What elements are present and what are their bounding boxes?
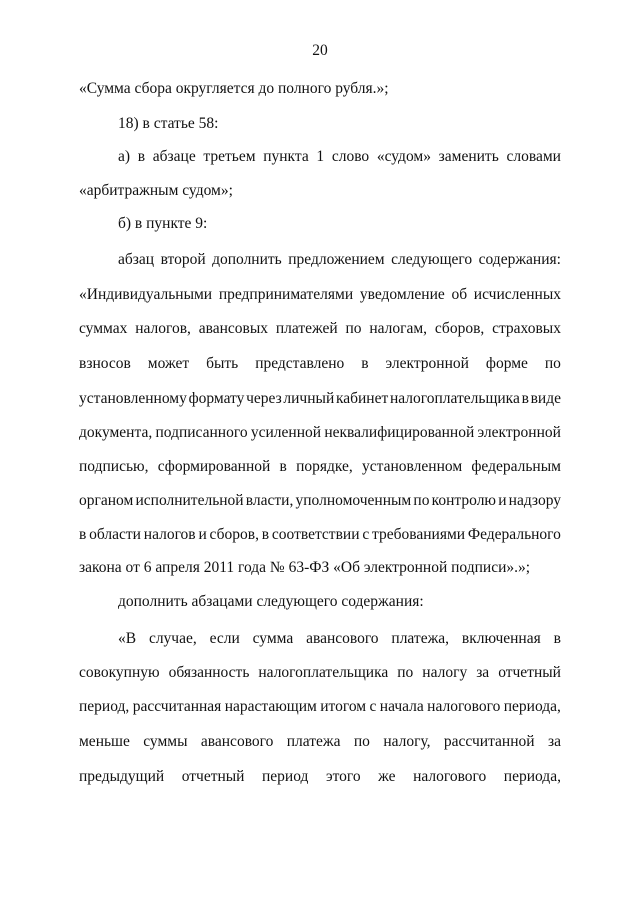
- word: рассчитанной: [443, 733, 535, 750]
- text-line-6: [118, 250, 561, 270]
- word: в: [553, 630, 561, 647]
- text-line-13: [79, 491, 561, 511]
- word: «Индивидуальными: [79, 286, 213, 303]
- word: отчетный: [498, 664, 561, 681]
- word: периода,: [503, 698, 561, 715]
- word: налогоплательщика: [258, 664, 389, 681]
- word: исчисленных: [473, 286, 561, 303]
- word: абзаце: [152, 148, 196, 165]
- word: рассчитанная: [132, 698, 222, 715]
- text-line-16: дополнить абзацами следующего содержания:: [118, 593, 424, 610]
- word: предложением: [288, 251, 385, 268]
- word: суммах: [79, 320, 128, 337]
- text-line-9: [79, 354, 561, 374]
- word: платежа,: [391, 630, 450, 647]
- word: личный: [283, 390, 335, 407]
- word: третьем: [203, 148, 256, 165]
- word: по: [413, 492, 430, 509]
- word: случае,: [148, 630, 197, 647]
- word: в: [79, 526, 87, 543]
- word: представлено: [255, 355, 345, 372]
- text-line-17: [118, 629, 561, 649]
- word: следующего: [391, 251, 473, 268]
- word: и: [498, 492, 507, 509]
- word: сборов,: [434, 320, 485, 337]
- word: в: [137, 148, 146, 165]
- word: меньше: [79, 733, 130, 750]
- word: по: [345, 320, 362, 337]
- word: за: [476, 664, 490, 681]
- word: Федерального: [467, 526, 561, 543]
- text-line-10: [79, 389, 561, 409]
- word: об: [451, 286, 468, 303]
- word: авансовых: [198, 320, 268, 337]
- text-line-8: [79, 319, 561, 339]
- word: кабинет: [335, 390, 389, 407]
- word: федеральным: [471, 458, 561, 475]
- word: предпринимателями: [218, 286, 354, 303]
- word: через: [246, 390, 282, 407]
- text-line-7: [79, 285, 561, 305]
- word: дополнить: [212, 251, 282, 268]
- word: документа,: [79, 424, 153, 441]
- word: авансового: [200, 733, 274, 750]
- text-line-3: [118, 147, 561, 167]
- text-line-5: б) в пункте 9:: [118, 215, 208, 232]
- word: второй: [160, 251, 206, 268]
- word: в: [279, 458, 287, 475]
- word: налогового: [413, 768, 487, 785]
- word: неквалифицированной: [324, 424, 475, 441]
- text-line-14: [79, 525, 561, 545]
- word: этого: [325, 768, 361, 785]
- word: по: [544, 355, 561, 372]
- word: совокупную: [79, 664, 160, 681]
- word: период,: [79, 698, 130, 715]
- word: налогоплательщика: [389, 390, 520, 407]
- word: же: [378, 768, 396, 785]
- word: налогу,: [383, 733, 431, 750]
- word: установленному: [79, 390, 187, 407]
- word: «судом»: [376, 148, 431, 165]
- word: суммы: [143, 733, 188, 750]
- word: 1: [316, 148, 325, 165]
- word: налогам,: [369, 320, 428, 337]
- word: по: [353, 733, 370, 750]
- word: и: [198, 526, 207, 543]
- word: быть: [206, 355, 239, 372]
- word: период: [262, 768, 309, 785]
- word: обязанность: [168, 664, 250, 681]
- text-line-20: [79, 732, 561, 752]
- word: формату: [188, 390, 245, 407]
- word: содержания:: [478, 251, 561, 268]
- word: налогу: [422, 664, 468, 681]
- word: может: [147, 355, 190, 372]
- word: требованиями: [372, 526, 466, 543]
- word: установленном: [362, 458, 463, 475]
- word: уведомление: [359, 286, 445, 303]
- word: авансового: [306, 630, 379, 647]
- word: органом: [79, 492, 134, 509]
- word: форме: [485, 355, 528, 372]
- page-number: 20: [312, 42, 328, 59]
- word: абзац: [118, 251, 155, 268]
- word: платежей: [275, 320, 338, 337]
- word: предыдущий: [79, 768, 165, 785]
- word: надзору: [508, 492, 561, 509]
- word: с: [362, 526, 370, 543]
- text-line-19: [79, 697, 561, 717]
- word: в: [261, 526, 270, 543]
- word: страховых: [492, 320, 561, 337]
- word: а): [118, 148, 131, 165]
- word: в: [521, 390, 529, 407]
- word: электронной: [477, 424, 561, 441]
- text-line-15: закона от 6 апреля 2011 года № 63-ФЗ «Об электронной подписи».»;: [79, 559, 531, 576]
- word: уполномоченным: [295, 492, 412, 509]
- word: периода,: [503, 768, 561, 785]
- word: налогового: [427, 698, 501, 715]
- word: по: [397, 664, 414, 681]
- word: области: [89, 526, 141, 543]
- word: соответствии: [271, 526, 360, 543]
- word: нарастающим: [224, 698, 317, 715]
- word: власти,: [245, 492, 294, 509]
- text-line-18: [79, 663, 561, 683]
- text-line-11: [79, 423, 561, 443]
- word: итогом: [320, 698, 367, 715]
- word: налогов,: [135, 320, 191, 337]
- word: исполнительной: [135, 492, 244, 509]
- word: усиленной: [250, 424, 322, 441]
- word: виде: [530, 390, 561, 407]
- word: слово: [331, 148, 370, 165]
- word: платежа: [286, 733, 341, 750]
- word: отчетный: [181, 768, 245, 785]
- word: сборов,: [209, 526, 259, 543]
- word: с: [369, 698, 377, 715]
- word: подписью,: [79, 458, 149, 475]
- word: контролю: [431, 492, 497, 509]
- word: заменить: [438, 148, 499, 165]
- word: словами: [506, 148, 561, 165]
- text-line-21: [79, 767, 561, 787]
- word: взносов: [79, 355, 131, 372]
- text-line-4: «арбитражным судом»;: [79, 182, 233, 199]
- word: если: [209, 630, 240, 647]
- word: сумма: [252, 630, 294, 647]
- word: «В: [118, 630, 137, 647]
- word: порядке,: [296, 458, 353, 475]
- word: начала: [379, 698, 424, 715]
- text-line-1: «Сумма сбора округляется до полного рубля.»;: [79, 80, 389, 97]
- word: за: [547, 733, 561, 750]
- word: в: [361, 355, 369, 372]
- word: подписанного: [155, 424, 248, 441]
- text-line-12: [79, 457, 561, 477]
- word: пункта: [263, 148, 309, 165]
- word: сформированной: [157, 458, 271, 475]
- text-line-2: 18) в статье 58:: [118, 115, 219, 132]
- word: включенная: [461, 630, 541, 647]
- word: налогов: [143, 526, 196, 543]
- word: электронной: [385, 355, 469, 372]
